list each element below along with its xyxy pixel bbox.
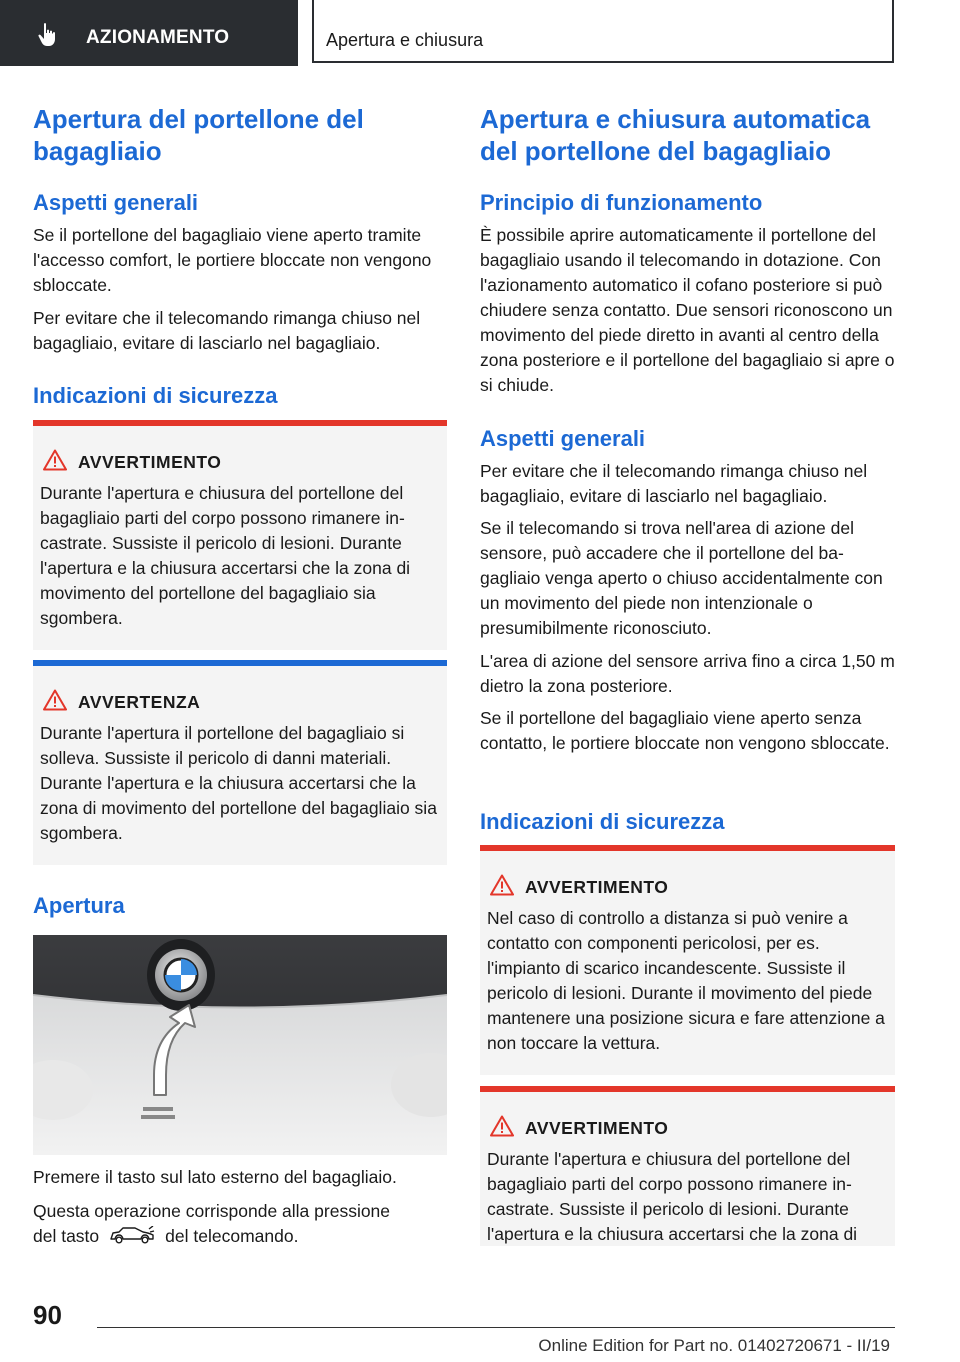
warning-box [33,420,447,650]
right-general-p4: Se il portellone del bagagliaio viene aperto senza contatto, le portiere bloccate non vengono sbloccate. [480,708,890,753]
right-general-p3: L'area di azione del sensore arriva fino a circa 1,50 m dietro la zona posteriore. [480,651,895,696]
left-photo-p2b-text: del tasto [33,1226,100,1246]
right-general-heading: Aspetti generali [480,426,646,451]
hand-pointer-icon [36,22,60,48]
subsection-title: Apertura e chiusura [326,30,484,50]
notice-box [33,660,447,865]
car-trunk-remote-icon [109,1226,155,1244]
left-safety-heading: Indicazioni di sicurezza [33,383,278,408]
warning-box [480,1086,895,1246]
left-open-heading: Apertura [33,893,125,918]
notice-title: AVVERTENZA [78,692,201,712]
warning-triangle-icon [43,689,67,711]
left-general-p2: Per evitare che il telecomando rimanga chiuso nel bagagliaio, evitare di lasciarlo nel bagagliaio. [33,308,421,353]
right-general-p1: Per evitare che il telecomando rimanga chiuso nel bagagliaio, evitare di lasciarlo nel bagagliaio. [480,461,868,506]
left-photo-p2c-text: del telecomando. [165,1226,299,1246]
left-title: Apertura del portellone del bagagliaio [33,104,364,166]
left-photo-p2a: Questa operazione corrisponde alla pressione [33,1201,391,1221]
warning-text: Durante l'apertura e chiusura del portellone del bagagliaio parti del corpo possono rimanere incastrate. Sussiste il pericolo di lesioni. Durante l'apertura e la chiusura accertarsi che la zona di movimento del portellone del bagagliaio sia sgombera. [40,483,411,628]
warning-triangle-icon [43,449,67,471]
trunk-button-photo [33,935,447,1155]
warning-triangle-icon [490,1115,514,1137]
left-photo-caption: Premere il tasto sul lato esterno del bagagliaio. [33,1167,397,1187]
left-general-p1: Se il portellone del bagagliaio viene aperto tramite l'accesso comfort, le portiere bloccate non vengono sbloccate. [33,225,432,295]
warning-text: Durante l'apertura e chiusura del portellone del bagagliaio parti del corpo possono rimanere incastrate. Sussiste il pericolo di lesioni. Durante l'apertura e la chiusura accertarsi che la zona di [487,1149,858,1244]
warning-title: AVVERTIMENTO [78,452,222,472]
warning-text: Nel caso di controllo a distanza si può venire a contatto con componenti pericolosi, per es. l'impianto di scarico incandescente. Sussiste il pericolo di lesioni. Durante il movimento del piede mantenere una posizione sicura e fare attenzione a non toccare la vettura. [487,908,885,1053]
section-tab [0,0,298,66]
left-general-heading: Aspetti generali [33,190,199,215]
notice-text: Durante l'apertura il portellone del bagagliaio si solleva. Sussiste il pericolo di danni materiali. Durante l'apertura e la chiusura accertarsi che la zona di movimento del portellone del bagagliaio sia sgombera. [40,723,437,843]
footer-edition: Online Edition for Part no. 01402720671 - II/19 [538,1336,890,1355]
subsection-box [312,0,894,63]
section-title: AZIONAMENTO [86,27,230,48]
right-safety-heading: Indicazioni di sicurezza [480,809,725,834]
right-title: Apertura e chiusura automatica del portellone del bagagliaio [480,104,871,166]
warning-box [480,845,895,1075]
warning-triangle-icon [490,874,514,896]
right-principle-heading: Principio di funzionamento [480,190,763,215]
page-header [0,0,960,66]
trunk-button-illustration [33,935,447,1155]
right-principle-p: È possibile aprire automaticamente il portellone del bagagliaio usando il telecomando in dotazione. Con l'azionamento automatico il cofano posteriore si può chiudere senza contatto. Due sensori riconoscono un movimento del piede diretto in avanti al centro della zona posteriore e il portellone del bagagliaio si apre o si chiude. [480,225,895,395]
warning-title: AVVERTIMENTO [525,877,669,897]
right-general-p2: Se il telecomando si trova nell'area di azione del sensore, può accadere che il portellone del bagagliaio venga aperto o chiuso accidentalmente con un movimento del piede non intenzionale o presumibilmente riconosciuto. [480,518,883,638]
warning-title: AVVERTIMENTO [525,1118,669,1138]
left-photo-p2b [33,1224,447,1249]
page-number: 90 [33,1300,62,1330]
footer-divider [97,1327,895,1328]
